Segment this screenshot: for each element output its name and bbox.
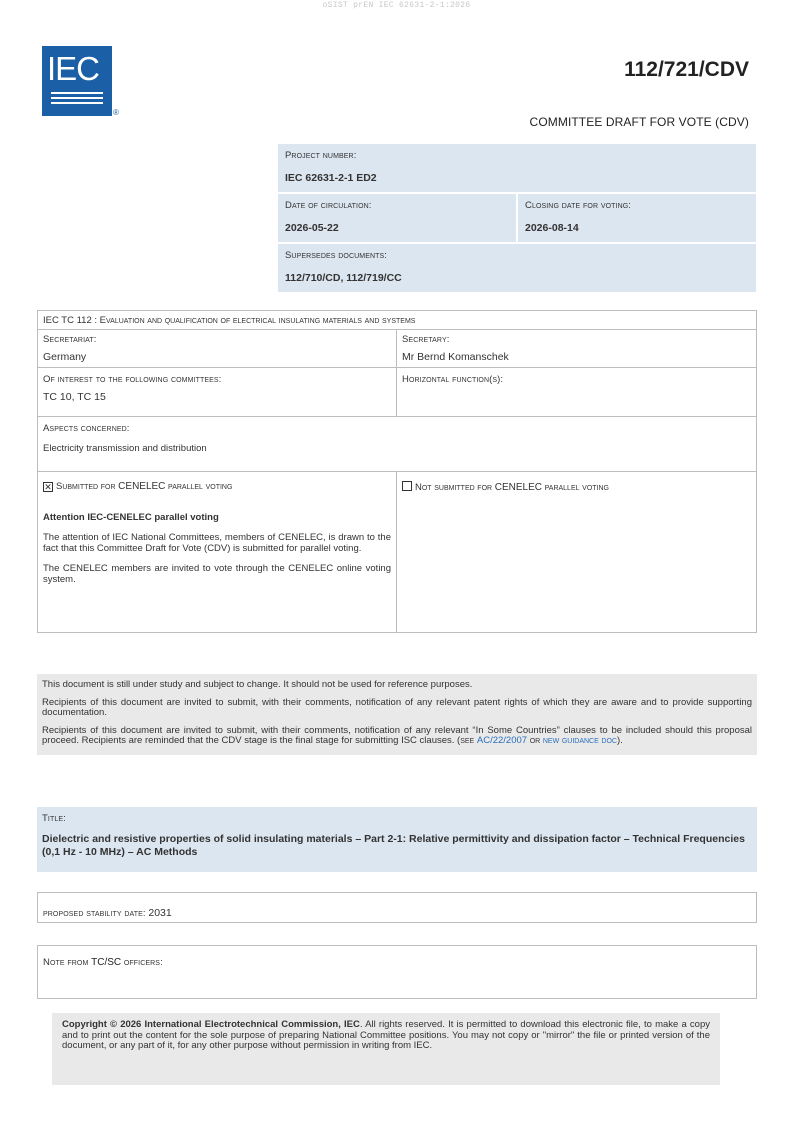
check-mark-icon: ✕ xyxy=(44,482,52,492)
copyright-bold: Copyright © 2026 International Electrotechnical Commission, IEC xyxy=(62,1019,360,1030)
stability-date-box xyxy=(37,892,757,923)
project-number: IEC 62631-2-1 ED2 xyxy=(285,172,377,184)
submitted-suffix: parallel voting xyxy=(165,481,233,492)
not-submitted-name: CENELEC xyxy=(494,482,542,493)
not-submitted-checkbox[interactable] xyxy=(402,481,412,491)
committee-table xyxy=(37,310,757,633)
closing-date: 2026-08-14 xyxy=(525,222,579,234)
note-label-suffix: officers: xyxy=(121,957,163,968)
secretary: Mr Bernd Komanschek xyxy=(402,351,509,363)
cenelec-submitted-cell xyxy=(38,472,397,633)
note-label-prefix: Note from xyxy=(43,957,92,968)
aspects: Electricity transmission and distribution xyxy=(43,443,207,454)
attention-paragraph-2: The CENELEC members are invited to vote through the CENELEC online voting system. xyxy=(43,563,391,585)
circulation-date-cell xyxy=(278,194,516,242)
notice-paragraph-2: Recipients of this document are invited to submit, with their comments, notification of any relevant patent rights of which they are aware and to provide supporting documentation. xyxy=(42,696,752,718)
interest-cell xyxy=(38,368,397,417)
horizontal-cell xyxy=(397,368,757,417)
document-kind: COMMITTEE DRAFT FOR VOTE (CDV) xyxy=(529,115,749,129)
supersedes-documents: 112/710/CD, 112/719/CC xyxy=(285,272,402,284)
submitted-checkbox[interactable] xyxy=(43,482,53,492)
registered-mark: ® xyxy=(113,108,119,117)
tc-cell xyxy=(38,311,757,330)
tc-prefix: IEC TC 112 : xyxy=(43,315,100,326)
document-title: Dielectric and resistive properties of solid insulating materials – Part 2-1: Relative permittivity and dissipation factor – Technical Frequencies (0,1 Hz - 10 MHz) – AC Methods xyxy=(42,833,745,858)
aspects-cell xyxy=(38,417,757,472)
project-number-label: Project number: xyxy=(285,150,357,161)
submitted-name: CENELEC xyxy=(118,481,166,492)
ac-22-2007-link[interactable]: AC/22/2007 xyxy=(476,735,528,746)
attention-title: Attention IEC-CENELEC parallel voting xyxy=(43,512,219,523)
not-submitted-suffix: parallel voting xyxy=(541,482,609,493)
circulation-date: 2026-05-22 xyxy=(285,222,339,234)
title-box xyxy=(37,807,757,872)
notice-paragraph-1: This document is still under study and subject to change. It should not be used for reference purposes. xyxy=(42,679,473,690)
stability-date: 2031 xyxy=(148,907,172,919)
see-text: see xyxy=(460,735,475,746)
copyright-text xyxy=(62,1020,710,1052)
notice-paragraph-3 xyxy=(42,726,752,747)
iec-logo xyxy=(42,46,112,116)
secretariat: Germany xyxy=(43,351,87,363)
notice-end: ). xyxy=(616,735,623,746)
aspects-label: Aspects concerned: xyxy=(43,423,130,434)
tc-name: Evaluation and qualification of electrical insulating materials and systems xyxy=(99,315,416,326)
logo-line xyxy=(51,92,103,94)
document-number: 112/721/CDV xyxy=(624,58,749,81)
secretariat-label: Secretariat: xyxy=(43,334,97,345)
watermark: oSIST prEN IEC 62631-2-1:2026 xyxy=(322,1,471,10)
logo-line xyxy=(51,102,103,104)
interest-committees: TC 10, TC 15 xyxy=(43,391,106,403)
logo-line xyxy=(51,97,103,99)
notice-box xyxy=(37,674,757,755)
horizontal-label: Horizontal function(s): xyxy=(402,374,504,385)
closing-date-cell xyxy=(518,194,756,242)
copyright-rest: . All rights reserved. It is permitted to download this electronic file, to make a copy and to print out the content for the sole purpose of preparing National Committee positions. You may not copy or "mirror" the file or printed version of the document, or any part of it, for any other purpose without permission in writing from IEC. xyxy=(62,1019,710,1051)
circulation-date-label: Date of circulation: xyxy=(285,200,372,211)
submitted-prefix: Submitted for xyxy=(56,481,119,492)
supersedes-cell xyxy=(278,244,756,292)
stability-date-label: proposed stability date: xyxy=(43,908,149,919)
secretary-cell xyxy=(397,330,757,368)
title-label: Title: xyxy=(42,813,66,824)
secretariat-cell xyxy=(38,330,397,368)
interest-label: Of interest to the following committees: xyxy=(43,374,222,385)
not-submitted-prefix: Not submitted for xyxy=(415,482,495,493)
secretary-label: Secretary: xyxy=(402,334,450,345)
project-info-panel xyxy=(278,144,756,292)
copyright-box xyxy=(52,1013,720,1085)
cenelec-not-submitted-cell xyxy=(397,472,757,633)
or-text: or xyxy=(529,735,541,746)
logo-text: IEC xyxy=(47,50,100,87)
new-guidance-doc-link[interactable]: new guidance doc xyxy=(542,735,617,746)
closing-date-label: Closing date for voting: xyxy=(525,200,632,211)
notice-paragraph-3-text: Recipients of this document are invited to submit, with their comments, notification of any relevant “In Some Countries” clauses to be included should this proposal proceed. Recipients are reminded that the CDV stage is the final stage for submitting ISC clauses. ( xyxy=(42,724,752,746)
attention-paragraph-1: The attention of IEC National Committees, members of CENELEC, is drawn to the fact that this Committee Draft for Vote (CDV) is submitted for parallel voting. xyxy=(43,532,391,554)
project-number-cell xyxy=(278,144,756,192)
note-label-tc: TC/SC xyxy=(91,957,122,968)
supersedes-label: Supersedes documents: xyxy=(285,250,388,261)
officers-note-box xyxy=(37,945,757,999)
